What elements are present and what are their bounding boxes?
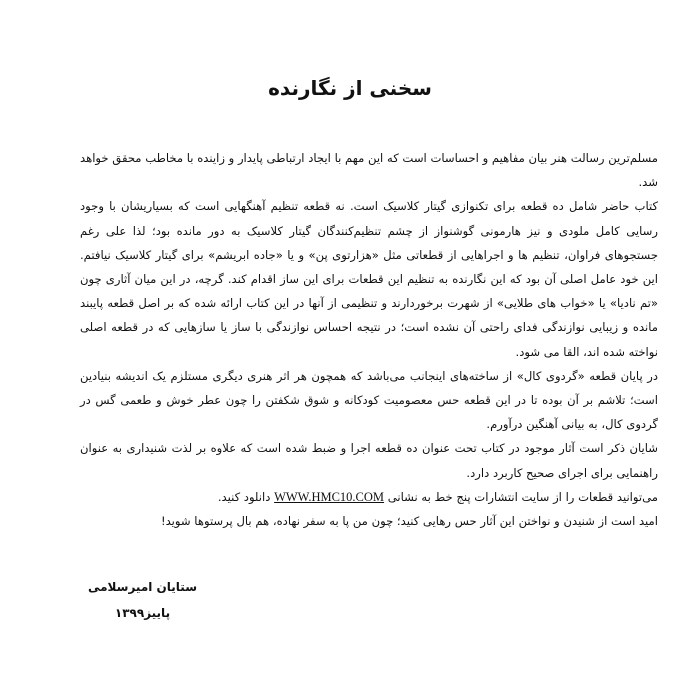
page-title: سخنی از نگارنده: [268, 76, 432, 100]
paragraph-closing: امید است از شنیدن و نواختن این آثار حس رهایی کنید؛ چون من پا به سفر نهاده، هم بال پرستوها شوید!: [160, 514, 658, 529]
signature: [88, 574, 197, 626]
signature-date: پاییز۱۳۹۹: [114, 606, 171, 620]
paragraph-intro: مسلم‌ترین رسالت هنر بیان مفاهیم و احساسات است که این مهم با ایجاد ارتباطی پایدار و زاینده با مخاطب محقق خواهد شد.: [80, 151, 658, 190]
website-link[interactable]: WWW.HMC10.COM: [274, 489, 385, 504]
download-text-after: دانلود کنید.: [217, 489, 271, 504]
download-text-before: می‌توانید قطعات را از سایت انتشارات پنج خط به نشانی: [387, 489, 658, 504]
author-name: ستایان امیرسلامی: [87, 580, 197, 594]
paragraph-walnut-piece: در پایان قطعه «گردوی کال» از ساخته‌های اینجانب می‌باشد که همچون هر اثر هنری دیگری مستلزم یک اندیشه بنیادین است؛ تلاشم بر آن بوده تا در این قطعه حس معصومیت کودکانه و شوق شکفتن را چون عطر خوش و طعمی گس در گردوی کال، به بیانی آهنگین درآورم.: [80, 368, 658, 432]
paragraph-book-contents: کتاب حاضر شامل ده قطعه برای تکنوازی گیتار کلاسیک است. نه قطعه تنظیم آهنگهایی است که بسیاریشان با وجود رسایی کامل ملودی و نیز هارمونی گوشنواز از چشم تنظیم‌کنندگان گیتار کلاسیک به دور مانده بود؛ لذا علی رغم جستجوهای فراوان، تنظیم ها و اجراهایی از قطعاتی مثل «هزارتوی پن» و یا «جاده ابریشم» برای گیتار کلاسیک نیافتم. این خود عامل اصلی آن بود که این نگارنده به تنظیم این قطعات برای این ساز اقدام کند. گرچه، در این میان آثاری چون «تم نادیا» یا «خواب های طلایی» از شهرت برخوردارند و تنظیمی از آنها در این کتاب ارائه شده که بر اصل قطعه پایبند مانده و زیبایی نوازندگی فدای راحتی آن نشده است؛ در نتیجه احساس نوازندگی با ساز یا سازهایی که در قطعه اصلی نواخته شده اند، القا می شود.: [80, 199, 658, 359]
body-text: [80, 146, 658, 533]
paragraph-recordings: شایان ذکر است آثار موجود در کتاب تحت عنوان ده قطعه اجرا و ضبط شده است که علاوه بر لذت شنیداری به عنوان راهنمایی برای اجرای صحیح کاربرد دارد.: [80, 441, 658, 480]
paragraph-download: [80, 485, 658, 509]
